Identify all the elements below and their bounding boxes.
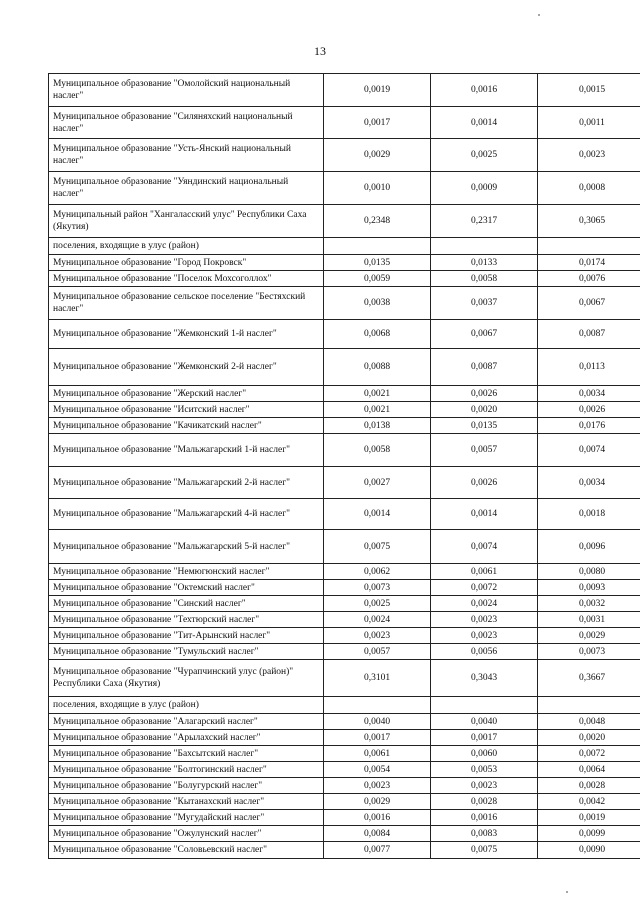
row-value-2-cell: 0,0023 [431, 612, 538, 628]
row-value-2-cell [431, 238, 538, 255]
row-value-3-cell: 0,0067 [538, 287, 640, 320]
row-name-cell: Муниципальный район "Хангаласский улус" Республики Саха (Якутия) [49, 205, 324, 238]
row-value-3-cell: 0,0026 [538, 402, 640, 418]
row-value-3-cell: 0,0093 [538, 580, 640, 596]
table-row [49, 320, 640, 349]
row-value-1-cell: 0,0019 [324, 74, 431, 107]
table-row [49, 499, 640, 530]
row-name-cell: Муниципальное образование "Город Покровск" [49, 255, 324, 271]
row-value-2-cell: 0,0014 [431, 107, 538, 139]
row-value-3-cell: 0,0064 [538, 762, 640, 778]
row-value-3-cell: 0,0031 [538, 612, 640, 628]
row-value-2-cell: 0,0087 [431, 349, 538, 386]
row-value-3-cell: 0,0015 [538, 74, 640, 107]
row-name-cell: Муниципальное образование "Качикатский наслег" [49, 418, 324, 434]
table-row [49, 778, 640, 794]
row-name-cell: Муниципальное образование "Мальжагарский 2-й наслег" [49, 467, 324, 499]
row-value-1-cell: 0,0021 [324, 386, 431, 402]
table-row [49, 580, 640, 596]
row-name-cell: Муниципальное образование "Тит-Арынский наслег" [49, 628, 324, 644]
row-value-2-cell: 0,0037 [431, 287, 538, 320]
row-value-2-cell: 0,0024 [431, 596, 538, 612]
row-value-2-cell: 0,0061 [431, 564, 538, 580]
table-row [49, 842, 640, 859]
row-name-cell: Муниципальное образование "Болтогинский наслег" [49, 762, 324, 778]
row-value-2-cell: 0,0057 [431, 434, 538, 467]
row-value-3-cell: 0,0011 [538, 107, 640, 139]
row-value-3-cell: 0,0073 [538, 644, 640, 660]
row-value-2-cell: 0,0133 [431, 255, 538, 271]
row-value-1-cell: 0,0057 [324, 644, 431, 660]
row-value-2-cell: 0,0023 [431, 628, 538, 644]
row-value-2-cell: 0,0009 [431, 172, 538, 205]
row-value-3-cell: 0,3667 [538, 660, 640, 697]
row-name-cell: Муниципальное образование "Синский наслег" [49, 596, 324, 612]
table-row [49, 467, 640, 499]
table-body [49, 74, 640, 859]
row-value-3-cell: 0,0080 [538, 564, 640, 580]
row-value-3-cell: 0,0072 [538, 746, 640, 762]
row-value-3-cell: 0,0048 [538, 714, 640, 730]
table-row [49, 255, 640, 271]
row-name-cell: Муниципальное образование сельское поселение "Бестяхский наслег" [49, 287, 324, 320]
row-name-cell: Муниципальное образование "Иситский наслег" [49, 402, 324, 418]
row-value-1-cell: 0,2348 [324, 205, 431, 238]
row-name-cell: Муниципальное образование "Жемконский 2-й наслег" [49, 349, 324, 386]
row-name-cell: Муниципальное образование "Техтюрский наслег" [49, 612, 324, 628]
row-value-1-cell: 0,0073 [324, 580, 431, 596]
row-value-3-cell: 0,0113 [538, 349, 640, 386]
table-row [49, 612, 640, 628]
row-value-1-cell: 0,3101 [324, 660, 431, 697]
table-row [49, 74, 640, 107]
row-value-1-cell: 0,0135 [324, 255, 431, 271]
table-row [49, 628, 640, 644]
row-value-1-cell: 0,0021 [324, 402, 431, 418]
row-value-1-cell: 0,0010 [324, 172, 431, 205]
row-name-cell: Муниципальное образование "Мальжагарский 4-й наслег" [49, 499, 324, 530]
row-name-cell: Муниципальное образование "Мальжагарский 1-й наслег" [49, 434, 324, 467]
table-row [49, 287, 640, 320]
table-row [49, 172, 640, 205]
row-value-2-cell [431, 697, 538, 714]
row-value-2-cell: 0,0067 [431, 320, 538, 349]
row-value-2-cell: 0,0074 [431, 530, 538, 564]
row-name-cell: Муниципальное образование "Болугурский наслег" [49, 778, 324, 794]
row-value-1-cell: 0,0061 [324, 746, 431, 762]
row-value-3-cell: 0,0174 [538, 255, 640, 271]
row-value-1-cell: 0,0058 [324, 434, 431, 467]
row-value-3-cell: 0,0029 [538, 628, 640, 644]
row-name-cell: поселения, входящие в улус (район) [49, 238, 324, 255]
row-value-2-cell: 0,0060 [431, 746, 538, 762]
row-value-3-cell: 0,0020 [538, 730, 640, 746]
row-value-1-cell: 0,0059 [324, 271, 431, 287]
row-name-cell: Муниципальное образование "Бахсытский наслег" [49, 746, 324, 762]
row-name-cell: Муниципальное образование "Немюгюнский наслег" [49, 564, 324, 580]
row-value-3-cell: 0,0176 [538, 418, 640, 434]
row-value-1-cell: 0,0023 [324, 778, 431, 794]
row-value-1-cell: 0,0138 [324, 418, 431, 434]
row-value-1-cell: 0,0029 [324, 794, 431, 810]
row-value-1-cell: 0,0075 [324, 530, 431, 564]
row-value-3-cell: 0,0019 [538, 810, 640, 826]
row-value-1-cell: 0,0017 [324, 107, 431, 139]
row-value-2-cell: 0,3043 [431, 660, 538, 697]
table-row [49, 564, 640, 580]
table-row [49, 434, 640, 467]
scan-speck [538, 14, 540, 16]
row-value-3-cell: 0,0076 [538, 271, 640, 287]
table-row [49, 762, 640, 778]
row-value-2-cell: 0,0026 [431, 467, 538, 499]
row-value-2-cell: 0,0056 [431, 644, 538, 660]
row-value-3-cell [538, 238, 640, 255]
row-value-3-cell: 0,0090 [538, 842, 640, 859]
row-value-1-cell: 0,0062 [324, 564, 431, 580]
row-value-1-cell: 0,0027 [324, 467, 431, 499]
row-value-3-cell: 0,0032 [538, 596, 640, 612]
table-row [49, 402, 640, 418]
table-row [49, 596, 640, 612]
table-row [49, 794, 640, 810]
row-value-2-cell: 0,0058 [431, 271, 538, 287]
row-value-1-cell: 0,0014 [324, 499, 431, 530]
row-value-1-cell: 0,0038 [324, 287, 431, 320]
row-value-2-cell: 0,0083 [431, 826, 538, 842]
row-value-3-cell: 0,0034 [538, 467, 640, 499]
row-value-2-cell: 0,2317 [431, 205, 538, 238]
row-name-cell: Муниципальное образование "Соловьевский наслег" [49, 842, 324, 859]
row-value-2-cell: 0,0053 [431, 762, 538, 778]
row-name-cell: Муниципальное образование "Мальжагарский 5-й наслег" [49, 530, 324, 564]
row-value-3-cell: 0,0074 [538, 434, 640, 467]
row-name-cell: Муниципальное образование "Мугудайский наслег" [49, 810, 324, 826]
row-value-2-cell: 0,0016 [431, 74, 538, 107]
row-value-1-cell: 0,0088 [324, 349, 431, 386]
table-row [49, 746, 640, 762]
table-row [49, 349, 640, 386]
row-name-cell: Муниципальное образование "Ожулунский наслег" [49, 826, 324, 842]
table-row [49, 810, 640, 826]
table-row [49, 271, 640, 287]
row-name-cell: Муниципальное образование "Арылахский наслег" [49, 730, 324, 746]
row-value-1-cell: 0,0068 [324, 320, 431, 349]
row-value-2-cell: 0,0025 [431, 139, 538, 172]
row-value-1-cell: 0,0040 [324, 714, 431, 730]
row-value-1-cell: 0,0029 [324, 139, 431, 172]
table-row [49, 660, 640, 697]
row-name-cell: Муниципальное образование "Жерский наслег" [49, 386, 324, 402]
row-value-2-cell: 0,0075 [431, 842, 538, 859]
row-name-cell: Муниципальное образование "Омолойский национальный наслег" [49, 74, 324, 107]
row-value-2-cell: 0,0028 [431, 794, 538, 810]
row-name-cell: Муниципальное образование "Алагарский наслег" [49, 714, 324, 730]
table-row [49, 386, 640, 402]
row-name-cell: Муниципальное образование "Чурапчинский улус (район)" Республики Саха (Якутия) [49, 660, 324, 697]
row-name-cell: Муниципальное образование "Тумульский наслег" [49, 644, 324, 660]
row-value-3-cell: 0,0018 [538, 499, 640, 530]
row-value-3-cell [538, 697, 640, 714]
row-name-cell: Муниципальное образование "Силяняхский национальный наслег" [49, 107, 324, 139]
row-value-2-cell: 0,0016 [431, 810, 538, 826]
table-row [49, 238, 640, 255]
row-value-1-cell: 0,0023 [324, 628, 431, 644]
row-value-3-cell: 0,3065 [538, 205, 640, 238]
row-value-1-cell: 0,0016 [324, 810, 431, 826]
row-name-cell: Муниципальное образование "Уяндинский национальный наслег" [49, 172, 324, 205]
row-value-3-cell: 0,0099 [538, 826, 640, 842]
row-name-cell: Муниципальное образование "Октемский наслег" [49, 580, 324, 596]
row-value-3-cell: 0,0087 [538, 320, 640, 349]
row-value-3-cell: 0,0023 [538, 139, 640, 172]
row-name-cell: Муниципальное образование "Жемконский 1-й наслег" [49, 320, 324, 349]
row-value-1-cell: 0,0024 [324, 612, 431, 628]
row-value-3-cell: 0,0034 [538, 386, 640, 402]
page-number: 13 [314, 44, 326, 58]
table-row [49, 826, 640, 842]
row-value-3-cell: 0,0028 [538, 778, 640, 794]
row-value-2-cell: 0,0020 [431, 402, 538, 418]
row-value-2-cell: 0,0026 [431, 386, 538, 402]
row-value-2-cell: 0,0014 [431, 499, 538, 530]
row-value-2-cell: 0,0135 [431, 418, 538, 434]
row-name-cell: поселения, входящие в улус (район) [49, 697, 324, 714]
row-value-1-cell [324, 697, 431, 714]
table-row [49, 730, 640, 746]
row-value-1-cell: 0,0054 [324, 762, 431, 778]
row-value-1-cell: 0,0017 [324, 730, 431, 746]
row-value-2-cell: 0,0072 [431, 580, 538, 596]
table-row [49, 205, 640, 238]
row-value-3-cell: 0,0096 [538, 530, 640, 564]
row-value-1-cell [324, 238, 431, 255]
table-row [49, 644, 640, 660]
row-name-cell: Муниципальное образование "Поселок Мохсоголлох" [49, 271, 324, 287]
table-row [49, 697, 640, 714]
table-row [49, 107, 640, 139]
row-value-3-cell: 0,0008 [538, 172, 640, 205]
row-name-cell: Муниципальное образование "Усть-Янский национальный наслег" [49, 139, 324, 172]
table-row [49, 530, 640, 564]
table-row [49, 714, 640, 730]
row-value-2-cell: 0,0017 [431, 730, 538, 746]
row-name-cell: Муниципальное образование "Кытанахский наслег" [49, 794, 324, 810]
table-row [49, 418, 640, 434]
row-value-3-cell: 0,0042 [538, 794, 640, 810]
table-row [49, 139, 640, 172]
row-value-1-cell: 0,0084 [324, 826, 431, 842]
row-value-1-cell: 0,0025 [324, 596, 431, 612]
row-value-2-cell: 0,0023 [431, 778, 538, 794]
row-value-2-cell: 0,0040 [431, 714, 538, 730]
row-value-1-cell: 0,0077 [324, 842, 431, 859]
data-table [48, 73, 640, 859]
scan-speck [566, 891, 568, 893]
